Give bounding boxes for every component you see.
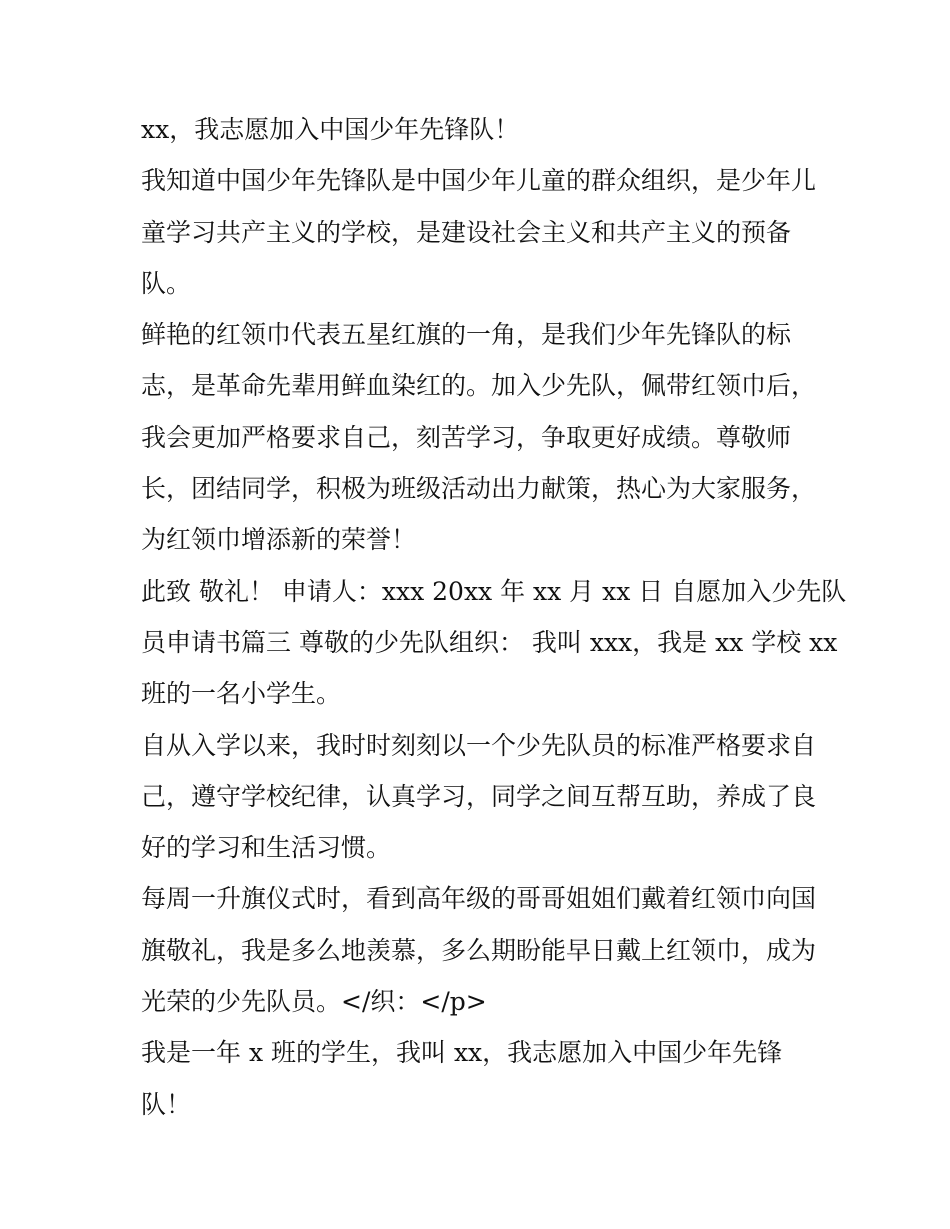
text-line: xx，我志愿加入中国少年先锋队！: [141, 115, 520, 144]
text-line: 班的一名小学生。: [141, 679, 342, 709]
text-line: 己，遵守学校纪律，认真学习，同学之间互帮互助，养成了良: [141, 781, 817, 811]
text-line: 鲜艳的红领巾代表五星红旗的一角，是我们少年先锋队的标: [141, 320, 792, 350]
text-line: 队。: [141, 268, 192, 298]
text-line: 自从入学以来，我时时刻刻以一个少先队员的标准严格要求自: [141, 730, 817, 760]
text-line: 为红领巾增添新的荣誉！: [141, 525, 417, 555]
text-line: 光荣的少先队员。</织：</p>: [141, 987, 487, 1017]
document-body: [141, 104, 847, 1130]
text-line: 志，是革命先辈用鲜血染红的。加入少先队，佩带红领巾后，: [141, 371, 817, 401]
text-line: 我会更加严格要求自己，刻苦学习，争取更好成绩。尊敬师: [141, 422, 792, 452]
text-line: 每周一升旗仪式时，看到高年级的哥哥姐姐们戴着红领巾向国: [141, 884, 817, 914]
text-line: 员申请书篇三 尊敬的少先队组织： 我叫 xxx，我是 xx 学校 xx: [141, 627, 838, 657]
text-line: 此致 敬礼！ 申请人：xxx 20xx 年 xx 月 xx 日 自愿加入少先队: [141, 576, 847, 606]
text-line: 旗敬礼，我是多么地羡慕，多么期盼能早日戴上红领巾，成为: [141, 935, 817, 965]
text-line: 长，团结同学，积极为班级活动出力献策，热心为大家服务，: [141, 474, 817, 504]
text-line: 好的学习和生活习惯。: [141, 833, 392, 863]
text-line: 我是一年 x 班的学生，我叫 xx，我志愿加入中国少年先锋: [141, 1038, 783, 1068]
text-line: 童学习共产主义的学校，是建设社会主义和共产主义的预备: [141, 217, 792, 247]
text-line: 我知道中国少年先锋队是中国少年儿童的群众组织，是少年儿: [141, 166, 817, 196]
text-line: 队！: [141, 1089, 192, 1119]
